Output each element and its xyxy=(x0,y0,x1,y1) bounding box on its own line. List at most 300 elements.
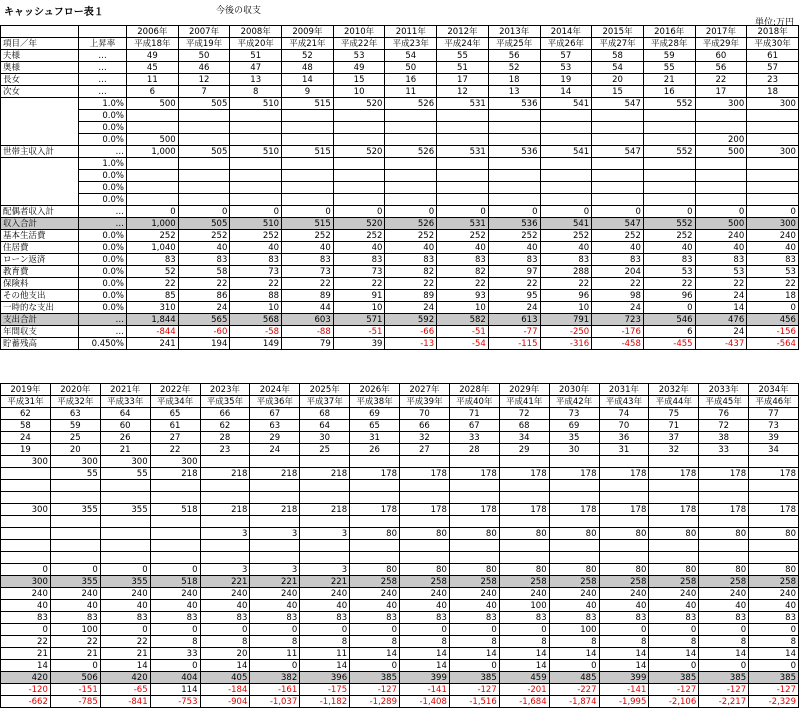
value-cell xyxy=(695,110,747,122)
value-cell: 83 xyxy=(1,612,51,624)
value-cell: 平成42年 xyxy=(549,396,599,408)
value-cell: 0 xyxy=(649,624,699,636)
row-label: ローン返済 xyxy=(1,254,79,266)
value-cell: 67 xyxy=(250,408,300,420)
value-cell: -127 xyxy=(449,684,499,696)
value-cell: 526 xyxy=(385,218,437,230)
value-cell: 310 xyxy=(127,302,179,314)
value-cell: -1,995 xyxy=(599,696,649,708)
value-cell: 518 xyxy=(150,504,200,516)
rate-cell: 0.450% xyxy=(79,338,127,350)
table-row xyxy=(1,266,799,278)
value-cell: 14 xyxy=(200,660,250,672)
year-header: 2032年 xyxy=(649,384,699,396)
value-cell: 382 xyxy=(250,672,300,684)
value-cell: -58 xyxy=(230,326,282,338)
rate-cell: 0.0% xyxy=(79,110,127,122)
table-row xyxy=(1,504,799,516)
value-cell xyxy=(250,540,300,552)
value-cell: 52 xyxy=(488,62,540,74)
value-cell: 547 xyxy=(592,146,644,158)
value-cell xyxy=(282,182,334,194)
value-cell: 24 xyxy=(592,302,644,314)
value-cell: 平成25年 xyxy=(488,38,540,50)
value-cell: 240 xyxy=(749,588,799,600)
value-cell: 476 xyxy=(695,314,747,326)
table-row xyxy=(1,38,799,50)
value-cell: 40 xyxy=(300,600,350,612)
value-cell: 22 xyxy=(488,278,540,290)
value-cell: -176 xyxy=(592,326,644,338)
value-cell: 22 xyxy=(150,444,200,456)
value-cell: 98 xyxy=(592,290,644,302)
value-cell: 11 xyxy=(385,86,437,98)
value-cell: 44 xyxy=(282,302,334,314)
value-cell xyxy=(200,552,250,564)
value-cell: 385 xyxy=(699,672,749,684)
value-cell: 603 xyxy=(282,314,334,326)
value-cell: 531 xyxy=(437,218,489,230)
value-cell: 0 xyxy=(749,624,799,636)
value-cell: 0 xyxy=(695,206,747,218)
value-cell xyxy=(599,516,649,528)
value-cell: 49 xyxy=(127,50,179,62)
value-cell: 194 xyxy=(178,338,230,350)
row-label: 保険料 xyxy=(1,278,79,290)
value-cell xyxy=(592,158,644,170)
value-cell: 22 xyxy=(747,278,799,290)
value-cell: 平成35年 xyxy=(200,396,250,408)
value-cell: 19 xyxy=(540,74,592,86)
value-cell xyxy=(695,194,747,206)
value-cell: 平成39年 xyxy=(400,396,450,408)
value-cell xyxy=(178,170,230,182)
value-cell: 40 xyxy=(200,600,250,612)
value-cell: 505 xyxy=(178,218,230,230)
value-cell xyxy=(333,170,385,182)
value-cell: 14 xyxy=(695,302,747,314)
value-cell: 14 xyxy=(100,660,150,672)
value-cell xyxy=(437,194,489,206)
value-cell xyxy=(499,456,549,468)
year-header: 2021年 xyxy=(100,384,150,396)
value-cell xyxy=(230,134,282,146)
year-header: 2008年 xyxy=(230,26,282,38)
value-cell: 240 xyxy=(150,588,200,600)
value-cell: 178 xyxy=(699,468,749,480)
value-cell: -844 xyxy=(127,326,179,338)
value-cell: 0 xyxy=(150,624,200,636)
value-cell: 96 xyxy=(540,290,592,302)
year-header: 2033年 xyxy=(699,384,749,396)
value-cell: 83 xyxy=(150,612,200,624)
value-cell xyxy=(178,194,230,206)
value-cell: 40 xyxy=(230,242,282,254)
value-cell: 100 xyxy=(50,624,100,636)
value-cell: 178 xyxy=(749,468,799,480)
value-cell xyxy=(747,182,799,194)
value-cell xyxy=(400,456,450,468)
value-cell: 平成46年 xyxy=(749,396,799,408)
value-cell: 68 xyxy=(300,408,350,420)
value-cell: 80 xyxy=(549,564,599,576)
value-cell: 76 xyxy=(699,408,749,420)
value-cell xyxy=(350,552,400,564)
value-cell: 27 xyxy=(150,432,200,444)
value-cell: 70 xyxy=(599,420,649,432)
value-cell: 240 xyxy=(649,588,699,600)
value-cell: 55 xyxy=(100,468,150,480)
value-cell: 22 xyxy=(540,278,592,290)
value-cell: 15 xyxy=(592,86,644,98)
value-cell: 0 xyxy=(747,302,799,314)
value-cell: 37 xyxy=(649,432,699,444)
value-cell: 515 xyxy=(282,98,334,110)
value-cell xyxy=(540,122,592,134)
value-cell: 22 xyxy=(592,278,644,290)
row-label xyxy=(1,182,79,194)
value-cell: 40 xyxy=(350,600,400,612)
value-cell xyxy=(1,492,51,504)
value-cell: -13 xyxy=(385,338,437,350)
value-cell: 71 xyxy=(449,408,499,420)
value-cell xyxy=(150,516,200,528)
value-cell: 83 xyxy=(127,254,179,266)
value-cell xyxy=(749,456,799,468)
value-cell: 83 xyxy=(749,612,799,624)
value-cell xyxy=(488,182,540,194)
value-cell xyxy=(282,110,334,122)
value-cell: 14 xyxy=(540,86,592,98)
value-cell xyxy=(540,170,592,182)
value-cell: 258 xyxy=(499,576,549,588)
value-cell: 74 xyxy=(599,408,649,420)
cashflow-table-2006-2018 xyxy=(0,25,799,350)
value-cell xyxy=(100,528,150,540)
value-cell: 178 xyxy=(599,468,649,480)
value-cell: 0 xyxy=(100,624,150,636)
table-row xyxy=(1,254,799,266)
value-cell: 40 xyxy=(150,600,200,612)
value-cell xyxy=(282,122,334,134)
row-label: 一時的な支出 xyxy=(1,302,79,314)
table-row xyxy=(1,612,799,624)
value-cell: 23 xyxy=(747,74,799,86)
value-cell: 80 xyxy=(499,528,549,540)
value-cell: 8 xyxy=(649,636,699,648)
table-row xyxy=(1,552,799,564)
value-cell: 32 xyxy=(400,432,450,444)
value-cell: -201 xyxy=(499,684,549,696)
value-cell: 65 xyxy=(350,420,400,432)
value-cell: 27 xyxy=(400,444,450,456)
rate-cell: 0.0% xyxy=(79,290,127,302)
table-row xyxy=(1,516,799,528)
value-cell: 0 xyxy=(50,564,100,576)
rate-cell: 0.0% xyxy=(79,278,127,290)
value-cell: -250 xyxy=(540,326,592,338)
table-row xyxy=(1,468,799,480)
value-cell: 20 xyxy=(50,444,100,456)
value-cell xyxy=(449,492,499,504)
value-cell xyxy=(695,122,747,134)
value-cell: 531 xyxy=(437,146,489,158)
value-cell: 8 xyxy=(400,636,450,648)
table-row xyxy=(1,432,799,444)
value-cell: 80 xyxy=(649,564,699,576)
row-label: 貯蓄残高 xyxy=(1,338,79,350)
value-cell: 9 xyxy=(282,86,334,98)
value-cell xyxy=(499,540,549,552)
value-cell: 30 xyxy=(300,432,350,444)
value-cell xyxy=(592,182,644,194)
value-cell: 24 xyxy=(695,290,747,302)
value-cell xyxy=(499,552,549,564)
value-cell: 0 xyxy=(699,624,749,636)
value-cell xyxy=(250,480,300,492)
value-cell: 22 xyxy=(695,278,747,290)
rate-cell: 0.0% xyxy=(79,134,127,146)
value-cell xyxy=(400,552,450,564)
table-row xyxy=(1,86,799,98)
table-row xyxy=(1,182,799,194)
value-cell: 40 xyxy=(747,242,799,254)
value-cell xyxy=(178,158,230,170)
value-cell: 平成37年 xyxy=(300,396,350,408)
value-cell: 53 xyxy=(540,62,592,74)
value-cell: 57 xyxy=(747,62,799,74)
value-cell xyxy=(592,170,644,182)
row-label xyxy=(1,194,79,206)
value-cell: 69 xyxy=(549,420,599,432)
value-cell: 59 xyxy=(50,420,100,432)
value-cell: 49 xyxy=(333,62,385,74)
value-cell: 88 xyxy=(230,290,282,302)
value-cell xyxy=(499,516,549,528)
value-cell: 0 xyxy=(400,624,450,636)
value-cell xyxy=(488,158,540,170)
year-header: 2015年 xyxy=(592,26,644,38)
row-label xyxy=(1,170,79,182)
value-cell: 11 xyxy=(300,648,350,660)
value-cell: 80 xyxy=(699,528,749,540)
value-cell xyxy=(300,552,350,564)
value-cell: 72 xyxy=(499,408,549,420)
value-cell xyxy=(599,552,649,564)
value-cell: 200 xyxy=(695,134,747,146)
value-cell: 24 xyxy=(1,432,51,444)
value-cell: 40 xyxy=(449,600,499,612)
value-cell xyxy=(178,182,230,194)
row-label xyxy=(1,122,79,134)
value-cell: 64 xyxy=(300,420,350,432)
row-label: 支出合計 xyxy=(1,314,79,326)
value-cell: 240 xyxy=(599,588,649,600)
value-cell: -316 xyxy=(540,338,592,350)
value-cell: 83 xyxy=(499,612,549,624)
value-cell: 0 xyxy=(350,660,400,672)
value-cell: 526 xyxy=(385,146,437,158)
value-cell: 平成26年 xyxy=(540,38,592,50)
value-cell: 178 xyxy=(599,504,649,516)
value-cell: 40 xyxy=(437,242,489,254)
value-cell: 240 xyxy=(695,230,747,242)
value-cell: 0 xyxy=(150,564,200,576)
value-cell xyxy=(749,516,799,528)
value-cell xyxy=(747,158,799,170)
value-cell: 541 xyxy=(540,218,592,230)
value-cell: 0 xyxy=(333,206,385,218)
value-cell: 0 xyxy=(643,302,695,314)
value-cell: 0 xyxy=(499,624,549,636)
table-row xyxy=(1,326,799,338)
value-cell: 50 xyxy=(385,62,437,74)
value-cell: -60 xyxy=(178,326,230,338)
value-cell: 3 xyxy=(200,564,250,576)
value-cell: 3 xyxy=(250,528,300,540)
value-cell: 40 xyxy=(592,242,644,254)
row-label: 世帯主収入計 xyxy=(1,146,79,158)
value-cell: 204 xyxy=(592,266,644,278)
value-cell: 582 xyxy=(437,314,489,326)
value-cell: -753 xyxy=(150,696,200,708)
table-row xyxy=(1,74,799,86)
value-cell: 80 xyxy=(549,528,599,540)
value-cell: 77 xyxy=(749,408,799,420)
value-cell: -785 xyxy=(50,696,100,708)
value-cell: 60 xyxy=(695,50,747,62)
table-row xyxy=(1,206,799,218)
row-label: 基本生活費 xyxy=(1,230,79,242)
value-cell xyxy=(350,516,400,528)
value-cell: 15 xyxy=(333,74,385,86)
value-cell xyxy=(747,194,799,206)
value-cell: 39 xyxy=(749,432,799,444)
value-cell: 67 xyxy=(449,420,499,432)
value-cell: 96 xyxy=(643,290,695,302)
value-cell: 57 xyxy=(540,50,592,62)
value-cell: 300 xyxy=(150,456,200,468)
value-cell: 73 xyxy=(749,420,799,432)
value-cell: -184 xyxy=(200,684,250,696)
value-cell: 3 xyxy=(250,564,300,576)
value-cell: 48 xyxy=(282,62,334,74)
value-cell xyxy=(643,194,695,206)
value-cell: 29 xyxy=(250,432,300,444)
value-cell: 526 xyxy=(385,98,437,110)
value-cell: 0 xyxy=(385,206,437,218)
value-cell: 541 xyxy=(540,98,592,110)
value-cell: 0 xyxy=(488,206,540,218)
value-cell: 8 xyxy=(449,636,499,648)
value-cell: 45 xyxy=(127,62,179,74)
value-cell: -77 xyxy=(488,326,540,338)
value-cell: 14 xyxy=(350,648,400,660)
value-cell: 252 xyxy=(643,230,695,242)
value-cell: 40 xyxy=(695,242,747,254)
value-cell: 80 xyxy=(599,564,649,576)
value-cell xyxy=(385,134,437,146)
value-cell: 240 xyxy=(549,588,599,600)
table-row xyxy=(1,278,799,290)
value-cell: 40 xyxy=(1,600,51,612)
value-cell xyxy=(300,540,350,552)
year-header: 2027年 xyxy=(400,384,450,396)
year-header-row xyxy=(1,26,799,38)
value-cell: 83 xyxy=(599,612,649,624)
rate-cell: 0.0% xyxy=(79,302,127,314)
value-cell xyxy=(747,122,799,134)
table-row xyxy=(1,420,799,432)
value-cell xyxy=(643,134,695,146)
value-cell: 75 xyxy=(649,408,699,420)
year-header: 2010年 xyxy=(333,26,385,38)
value-cell: 8 xyxy=(699,636,749,648)
rate-cell: 0.0% xyxy=(79,230,127,242)
table-row xyxy=(1,242,799,254)
value-cell: 288 xyxy=(540,266,592,278)
value-cell: 100 xyxy=(499,600,549,612)
value-cell: 21 xyxy=(1,648,51,660)
value-cell: 300 xyxy=(100,456,150,468)
table-row xyxy=(1,624,799,636)
value-cell: 14 xyxy=(699,648,749,660)
value-cell: 240 xyxy=(1,588,51,600)
value-cell: 218 xyxy=(150,468,200,480)
value-cell: 97 xyxy=(488,266,540,278)
value-cell: 520 xyxy=(333,98,385,110)
value-cell: 80 xyxy=(649,528,699,540)
value-cell: 240 xyxy=(699,588,749,600)
table-row xyxy=(1,684,799,696)
value-cell: 100 xyxy=(549,624,599,636)
value-cell: 500 xyxy=(127,98,179,110)
value-cell: 22 xyxy=(100,636,150,648)
value-cell: 25 xyxy=(300,444,350,456)
value-cell: 0 xyxy=(230,206,282,218)
value-cell: 80 xyxy=(400,528,450,540)
value-cell: 240 xyxy=(400,588,450,600)
value-cell: -151 xyxy=(50,684,100,696)
value-cell: 723 xyxy=(592,314,644,326)
value-cell xyxy=(488,110,540,122)
value-cell: 10 xyxy=(230,302,282,314)
value-cell: 19 xyxy=(1,444,51,456)
value-cell xyxy=(127,194,179,206)
value-cell: 500 xyxy=(695,218,747,230)
value-cell: 252 xyxy=(385,230,437,242)
year-header: 2017年 xyxy=(695,26,747,38)
value-cell: 0 xyxy=(100,564,150,576)
value-cell xyxy=(599,480,649,492)
year-header: 2011年 xyxy=(385,26,437,38)
value-cell: -127 xyxy=(699,684,749,696)
row-label: 奥様 xyxy=(1,62,79,74)
value-cell xyxy=(300,480,350,492)
value-cell: 456 xyxy=(747,314,799,326)
year-header: 2022年 xyxy=(150,384,200,396)
value-cell xyxy=(747,134,799,146)
value-cell: 18 xyxy=(747,290,799,302)
value-cell: 505 xyxy=(178,98,230,110)
value-cell: 592 xyxy=(385,314,437,326)
value-cell xyxy=(749,540,799,552)
value-cell: 240 xyxy=(250,588,300,600)
value-cell xyxy=(230,194,282,206)
value-cell: 240 xyxy=(747,230,799,242)
value-cell: 22 xyxy=(230,278,282,290)
value-cell xyxy=(300,492,350,504)
